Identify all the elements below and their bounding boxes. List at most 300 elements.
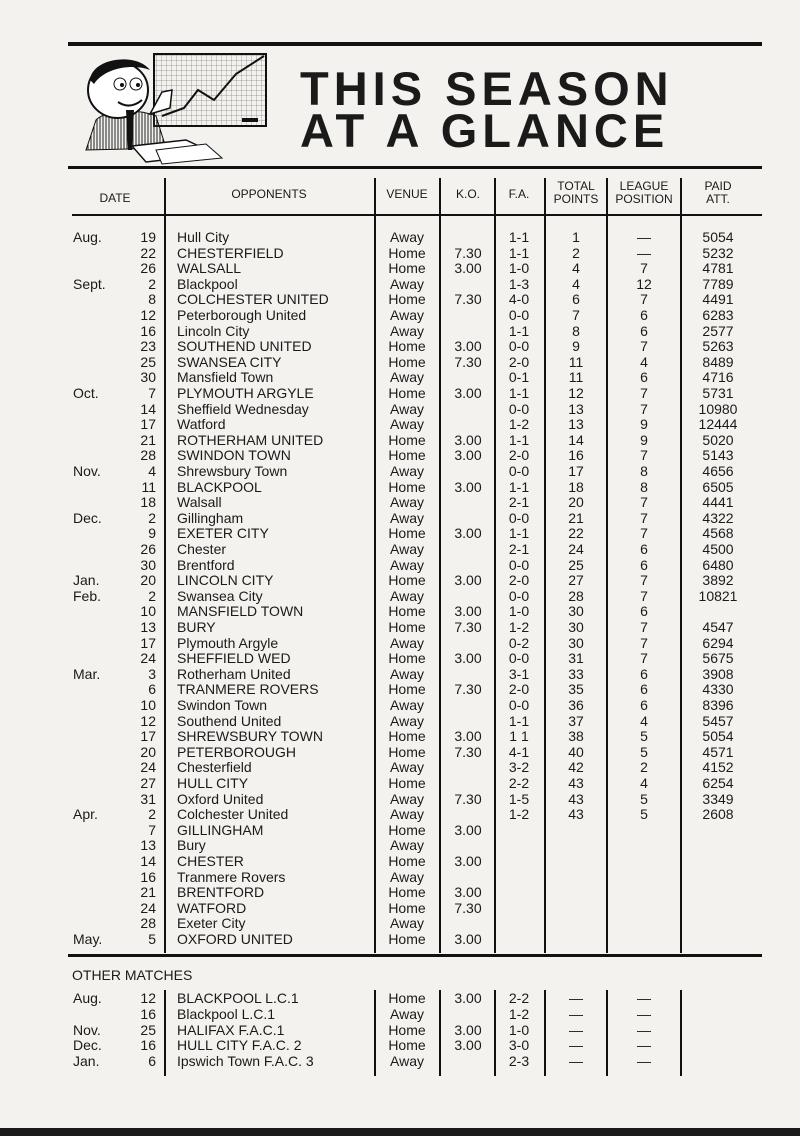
league-position-cell: 7 [640, 509, 648, 526]
score-cell: 1-2 [508, 806, 530, 823]
venue-cell: Home [388, 291, 426, 308]
day-cell: 2 [148, 509, 156, 526]
venue-cell: Home [388, 884, 426, 901]
venue-cell: Away [390, 400, 424, 417]
attendance-cell: 8489 [702, 353, 734, 370]
fixture-row [0, 432, 800, 448]
day-cell: 22 [140, 244, 156, 261]
venue-cell: Away [390, 1005, 424, 1022]
header-points-line-2: POINTS [553, 192, 599, 206]
venue-cell: Away [390, 556, 424, 573]
league-position-cell: — [637, 229, 651, 245]
venue-cell: Home [388, 385, 426, 401]
fixture-row [0, 915, 800, 931]
fixture-row [0, 697, 800, 713]
venue-cell: Away [390, 416, 424, 433]
score-cell: 1-1 [508, 712, 530, 729]
opponent-cell: Chester [177, 541, 227, 557]
opponent-cell: BURY [177, 619, 216, 635]
score-cell: 1 1 [509, 728, 529, 745]
venue-cell: Home [388, 650, 426, 667]
attendance-cell: 4656 [702, 463, 734, 479]
fixture-row [0, 650, 800, 666]
kickoff-cell: 7.30 [454, 681, 482, 698]
league-position-cell: 5 [640, 790, 648, 807]
league-position-cell: 12 [636, 275, 652, 292]
kickoff-cell: 3.00 [454, 478, 482, 495]
day-cell: 6 [148, 1053, 156, 1070]
fixture-row [0, 728, 800, 744]
league-position-cell: — [637, 1005, 651, 1022]
venue-cell: Home [388, 775, 426, 791]
attendance-cell: 10821 [698, 587, 738, 604]
day-cell: 25 [140, 1021, 156, 1038]
header-fa: F.A. [508, 187, 530, 201]
day-cell: 23 [140, 338, 156, 355]
header-venue: VENUE [386, 187, 428, 201]
total-points-cell: 16 [568, 447, 584, 464]
venue-cell: Home [388, 353, 426, 370]
venue-cell: Home [388, 990, 426, 1006]
kickoff-cell: 3.00 [454, 853, 482, 869]
total-points-cell: — [569, 1037, 583, 1054]
league-position-cell: 7 [640, 385, 648, 401]
score-cell: 1-2 [508, 1005, 530, 1022]
day-cell: 7 [148, 385, 156, 401]
month-cell: Jan. [73, 1053, 100, 1070]
opponent-cell: LINCOLN CITY [177, 572, 274, 589]
kickoff-cell: 3.00 [454, 447, 482, 464]
total-points-cell: 11 [568, 369, 584, 386]
header-ko: K.O. [455, 187, 480, 201]
attendance-cell: 4500 [702, 541, 734, 557]
attendance-cell: 4716 [702, 369, 734, 386]
league-position-cell: 6 [640, 556, 648, 573]
league-position-cell: 7 [640, 634, 648, 651]
fixture-row [0, 541, 800, 557]
fixture-row [0, 323, 800, 339]
league-position-cell: 6 [640, 697, 648, 713]
opponent-cell: PETERBOROUGH [177, 743, 297, 760]
day-cell: 11 [141, 478, 156, 495]
venue-cell: Away [390, 915, 424, 932]
league-position-cell: 5 [640, 728, 648, 745]
header-points-line-1: TOTAL [557, 179, 595, 193]
score-cell: 0-2 [508, 634, 530, 651]
opponent-cell: SWANSEA CITY [177, 353, 282, 370]
attendance-cell: 4571 [702, 743, 734, 760]
total-points-cell: 40 [568, 743, 584, 760]
venue-cell: Away [390, 463, 424, 479]
title-line-2: AT A GLANCE [300, 104, 670, 157]
opponent-cell: Sheffield Wednesday [177, 400, 309, 417]
header-position-line-2: POSITION [615, 192, 673, 206]
venue-cell: Away [390, 868, 424, 885]
attendance-cell: 5232 [702, 244, 734, 261]
header-position-line-1: LEAGUE [619, 179, 669, 193]
attendance-cell: 10980 [698, 400, 738, 417]
venue-cell: Home [388, 431, 426, 448]
fixture-row [0, 900, 800, 916]
attendance-cell: 4547 [702, 619, 734, 635]
fixture-row [0, 713, 800, 729]
total-points-cell: 12 [568, 385, 584, 401]
score-cell: 2-0 [508, 572, 530, 589]
day-cell: 16 [140, 1037, 156, 1054]
league-position-cell: — [637, 1053, 651, 1070]
fixture-row [0, 401, 800, 417]
total-points-cell: 13 [568, 400, 584, 417]
venue-cell: Home [388, 338, 426, 355]
fixture-row [0, 588, 800, 604]
league-position-cell: 8 [640, 463, 648, 479]
fixture-row [0, 806, 800, 822]
day-cell: 26 [140, 541, 156, 557]
kickoff-cell: 7.30 [454, 790, 482, 807]
opponent-cell: EXETER CITY [177, 525, 269, 542]
attendance-cell: 6505 [702, 478, 734, 495]
venue-cell: Home [388, 899, 426, 916]
venue-cell: Away [390, 697, 424, 713]
opponent-cell: Blackpool L.C.1 [177, 1005, 276, 1022]
header-att-line-1: PAID [704, 179, 732, 193]
day-cell: 14 [140, 400, 156, 417]
score-cell: 1-2 [508, 416, 530, 433]
total-points-cell: 43 [568, 806, 584, 823]
total-points-cell: 30 [568, 603, 584, 620]
venue-cell: Home [388, 743, 426, 760]
day-cell: 28 [140, 447, 156, 464]
opponent-cell: CHESTERFIELD [177, 244, 284, 261]
attendance-cell: 4491 [702, 291, 734, 308]
opponent-cell: HALIFAX F.A.C.1 [177, 1021, 285, 1038]
month-cell: Nov. [73, 463, 101, 479]
month-cell: Sept. [73, 275, 106, 292]
venue-cell: Home [388, 447, 426, 464]
day-cell: 24 [140, 759, 156, 776]
day-cell: 31 [140, 790, 156, 807]
total-points-cell: — [569, 1021, 583, 1038]
attendance-cell: 7789 [702, 275, 734, 292]
other-match-row [0, 1053, 800, 1069]
venue-cell: Home [388, 603, 426, 620]
day-cell: 17 [140, 634, 156, 651]
venue-cell: Home [388, 260, 426, 277]
score-cell: 1-1 [508, 525, 530, 542]
attendance-cell: 6254 [702, 775, 734, 791]
day-cell: 14 [140, 853, 156, 869]
total-points-cell: 1 [572, 229, 580, 245]
attendance-cell: 6480 [702, 556, 734, 573]
kickoff-cell: 7.30 [454, 244, 482, 261]
attendance-cell: 5143 [702, 447, 734, 464]
total-points-cell: 20 [568, 494, 584, 511]
opponent-cell: Plymouth Argyle [177, 634, 279, 651]
total-points-cell: 28 [568, 587, 584, 604]
day-cell: 20 [140, 743, 156, 760]
kickoff-cell: 3.00 [454, 931, 482, 947]
attendance-cell: 3349 [702, 790, 734, 807]
venue-cell: Away [390, 837, 424, 854]
score-cell: 0-0 [508, 587, 530, 604]
score-cell: 2-1 [508, 541, 530, 557]
total-points-cell: 9 [572, 338, 580, 355]
total-points-cell: 42 [568, 759, 584, 776]
opponent-cell: SWINDON TOWN [177, 447, 291, 464]
day-cell: 7 [148, 821, 156, 838]
score-cell: 1-1 [508, 385, 530, 401]
venue-cell: Home [388, 853, 426, 869]
total-points-cell: 33 [568, 665, 584, 682]
fixture-row [0, 603, 800, 619]
attendance-cell: 3892 [702, 572, 734, 589]
fixture-row [0, 447, 800, 463]
venue-cell: Away [390, 712, 424, 729]
attendance-cell: 4781 [702, 260, 734, 277]
total-points-cell: 22 [568, 525, 584, 542]
attendance-cell: 4441 [702, 494, 734, 511]
fixture-row [0, 869, 800, 885]
day-cell: 28 [140, 915, 156, 932]
league-position-cell: 7 [640, 619, 648, 635]
score-cell: 1-3 [508, 275, 530, 292]
opponent-cell: OXFORD UNITED [177, 931, 293, 947]
month-cell: Apr. [73, 806, 98, 823]
attendance-cell: 4152 [702, 759, 734, 776]
opponent-cell: BRENTFORD [177, 884, 265, 901]
total-points-cell: 21 [568, 509, 584, 526]
score-cell: 3-0 [508, 1037, 530, 1054]
score-cell: 1-1 [508, 322, 530, 339]
league-position-cell: 9 [640, 431, 648, 448]
opponent-cell: Rotherham United [177, 665, 291, 682]
fixture-row [0, 744, 800, 760]
kickoff-cell: 3.00 [454, 884, 482, 901]
header-rule [68, 166, 762, 169]
score-cell: 0-0 [508, 556, 530, 573]
venue-cell: Home [388, 681, 426, 698]
fixture-row [0, 494, 800, 510]
league-position-cell: 7 [640, 260, 648, 277]
attendance-cell: 4322 [702, 509, 734, 526]
league-position-cell: 6 [640, 665, 648, 682]
venue-cell: Away [390, 494, 424, 511]
score-cell: 1-1 [508, 431, 530, 448]
fixture-row [0, 572, 800, 588]
opponent-cell: Tranmere Rovers [177, 868, 286, 885]
score-cell: 0-0 [508, 509, 530, 526]
kickoff-cell: 3.00 [454, 728, 482, 745]
attendance-cell: 5054 [702, 728, 734, 745]
fixture-row [0, 681, 800, 697]
league-position-cell: 7 [640, 572, 648, 589]
league-position-cell: 4 [640, 353, 648, 370]
attendance-cell: 5263 [702, 338, 734, 355]
month-cell: Aug. [73, 229, 102, 245]
opponent-cell: Swindon Town [177, 697, 268, 713]
opponent-cell: BLACKPOOL L.C.1 [177, 990, 299, 1006]
other-match-row [0, 990, 800, 1006]
title-line-1: THIS SEASON [300, 62, 674, 115]
day-cell: 30 [140, 369, 156, 386]
day-cell: 19 [140, 229, 156, 245]
fixture-row [0, 635, 800, 651]
kickoff-cell: 3.00 [454, 431, 482, 448]
day-cell: 21 [140, 884, 156, 901]
opponent-cell: Southend United [177, 712, 282, 729]
month-cell: Jan. [73, 572, 100, 589]
kickoff-cell: 3.00 [454, 1021, 482, 1038]
attendance-cell: 6283 [702, 307, 734, 323]
venue-cell: Away [390, 307, 424, 323]
league-position-cell: — [637, 1021, 651, 1038]
month-cell: May. [73, 931, 103, 947]
score-cell: 0-0 [508, 650, 530, 667]
day-cell: 3 [148, 665, 156, 682]
league-position-cell: 7 [640, 650, 648, 667]
total-points-cell: 18 [568, 478, 584, 495]
league-position-cell: 2 [640, 759, 648, 776]
header-att-line-2: ATT. [706, 192, 730, 206]
score-cell: 4-1 [508, 743, 530, 760]
venue-cell: Home [388, 728, 426, 745]
day-cell: 10 [140, 697, 156, 713]
score-cell: 0-0 [508, 463, 530, 479]
total-points-cell: 30 [568, 619, 584, 635]
day-cell: 5 [148, 931, 156, 947]
fixture-row [0, 354, 800, 370]
day-cell: 20 [140, 572, 156, 589]
score-cell: 2-1 [508, 494, 530, 511]
total-points-cell: 17 [568, 463, 584, 479]
kickoff-cell: 7.30 [454, 743, 482, 760]
attendance-cell: 12444 [698, 416, 738, 433]
opponent-cell: WATFORD [177, 899, 247, 916]
score-cell: 0-0 [508, 307, 530, 323]
opponent-cell: Chesterfield [177, 759, 252, 776]
venue-cell: Home [388, 525, 426, 542]
opponent-cell: Mansfield Town [177, 369, 274, 386]
score-cell: 1-0 [508, 260, 530, 277]
league-position-cell: 6 [640, 603, 648, 620]
fixture-row [0, 385, 800, 401]
league-position-cell: 7 [640, 494, 648, 511]
venue-cell: Away [390, 806, 424, 823]
day-cell: 2 [148, 587, 156, 604]
fixture-row [0, 525, 800, 541]
kickoff-cell: 3.00 [454, 603, 482, 620]
top-rule [68, 42, 762, 46]
venue-cell: Home [388, 572, 426, 589]
score-cell: 1-0 [508, 603, 530, 620]
league-position-cell: 5 [640, 743, 648, 760]
fixture-row [0, 884, 800, 900]
attendance-cell: 4568 [702, 525, 734, 542]
day-cell: 27 [140, 775, 156, 791]
total-points-cell: 35 [568, 681, 584, 698]
attendance-cell: 5731 [702, 385, 734, 401]
score-cell: 4-0 [508, 291, 530, 308]
fixture-row [0, 416, 800, 432]
fixture-row [0, 759, 800, 775]
opponent-cell: PLYMOUTH ARGYLE [177, 385, 314, 401]
attendance-cell: 8396 [702, 697, 734, 713]
day-cell: 16 [140, 322, 156, 339]
fixture-row [0, 666, 800, 682]
opponent-cell: SHEFFIELD WED [177, 650, 291, 667]
score-cell: 2-0 [508, 353, 530, 370]
kickoff-cell: 3.00 [454, 990, 482, 1006]
opponent-cell: COLCHESTER UNITED [177, 291, 329, 308]
league-position-cell: 7 [640, 400, 648, 417]
total-points-cell: 7 [572, 307, 580, 323]
total-points-cell: 6 [572, 291, 580, 308]
opponent-cell: WALSALL [177, 260, 242, 277]
opponent-cell: Exeter City [177, 915, 246, 932]
venue-cell: Away [390, 369, 424, 386]
kickoff-cell: 3.00 [454, 385, 482, 401]
venue-cell: Away [390, 1053, 424, 1070]
venue-cell: Home [388, 619, 426, 635]
fixture-row [0, 510, 800, 526]
opponent-cell: BLACKPOOL [177, 478, 262, 495]
total-points-cell: 2 [572, 244, 580, 261]
league-position-cell: 6 [640, 681, 648, 698]
score-cell: 0-0 [508, 400, 530, 417]
venue-cell: Away [390, 229, 424, 245]
opponent-cell: SHREWSBURY TOWN [177, 728, 323, 745]
total-points-cell: 31 [568, 650, 584, 667]
day-cell: 25 [140, 353, 156, 370]
kickoff-cell: 7.30 [454, 619, 482, 635]
day-cell: 12 [140, 307, 156, 323]
league-position-cell: 7 [640, 525, 648, 542]
score-cell: 2-2 [508, 990, 530, 1006]
score-cell: 2-0 [508, 447, 530, 464]
day-cell: 16 [140, 868, 156, 885]
score-cell: 1-5 [508, 790, 530, 807]
total-points-cell: — [569, 1053, 583, 1070]
attendance-cell: 5675 [702, 650, 734, 667]
opponent-cell: Peterborough United [177, 307, 307, 323]
month-cell: Mar. [73, 665, 101, 682]
league-position-cell: 6 [640, 541, 648, 557]
day-cell: 24 [140, 899, 156, 916]
other-match-row [0, 1037, 800, 1053]
kickoff-cell: 3.00 [454, 260, 482, 277]
venue-cell: Away [390, 509, 424, 526]
league-position-cell: 8 [640, 478, 648, 495]
attendance-cell: 4330 [702, 681, 734, 698]
cartoon-presenter-illustration [66, 50, 296, 168]
score-cell: 2-2 [508, 775, 530, 791]
attendance-cell: 3908 [702, 665, 734, 682]
total-points-cell: 38 [568, 728, 584, 745]
opponent-cell: Bury [177, 837, 206, 854]
other-matches-rule [68, 954, 762, 957]
attendance-cell: 5054 [702, 229, 734, 245]
total-points-cell: 30 [568, 634, 584, 651]
venue-cell: Away [390, 587, 424, 604]
day-cell: 6 [148, 681, 156, 698]
fixture-row [0, 463, 800, 479]
day-cell: 2 [148, 275, 156, 292]
opponent-cell: HULL CITY F.A.C. 2 [177, 1037, 302, 1054]
score-cell: 0-0 [508, 338, 530, 355]
month-cell: Nov. [73, 1021, 101, 1038]
day-cell: 17 [140, 728, 156, 745]
score-cell: 1-0 [508, 1021, 530, 1038]
